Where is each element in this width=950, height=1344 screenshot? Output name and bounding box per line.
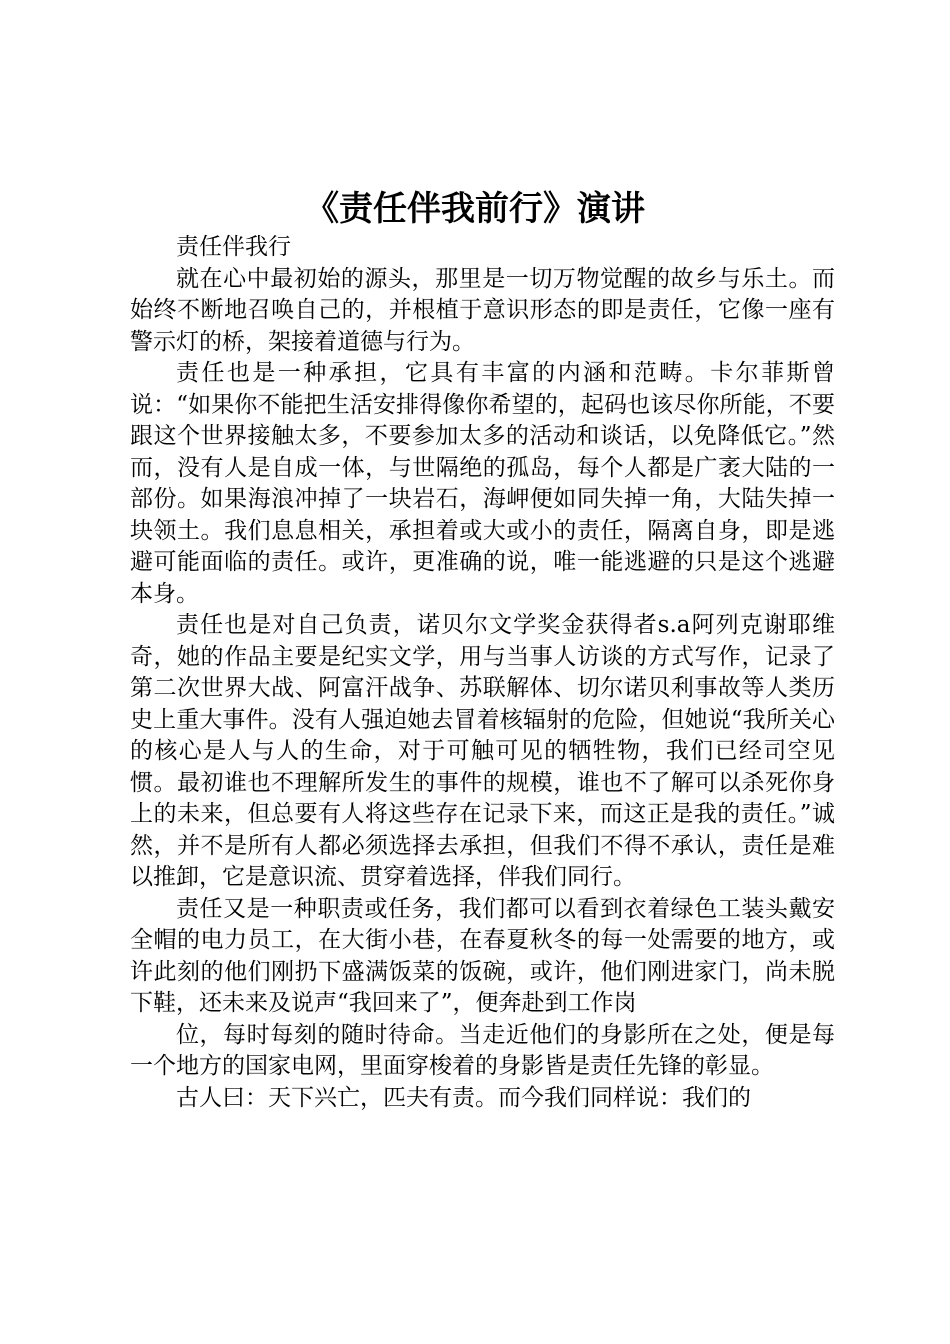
document-title: 《责任伴我前行》演讲 (305, 189, 645, 229)
paragraph-3: 责任也是对自己负责，诺贝尔文学奖金获得者s.a阿列克谢耶维奇，她的作品主要是纪实文学，用与当事人访谈的方式写作，记录了第二次世界大战、阿富汗战争、苏联解体、切尔诺贝利事故等人类历史上重大事件。没有人强迫她去冒着核辐射的危险，但她说“我所关心的核心是人与人的生命，对于可触可见的牺牲物，我们已经司空见惯。最初谁也不理解所发生的事件的规模，谁也不了解可以杀死你身上的未来，但总要有人将这些存在记录下来，而这正是我的责任。”诚然，并不是所有人都必须选择去承担，但我们不得不承认，责任是难以推卸，它是意识流、贯穿着选择，伴我们同行。 (130, 612, 835, 890)
paragraph-6: 古人曰：天下兴亡，匹夫有责。而今我们同样说：我们的 (176, 1084, 751, 1111)
paragraph-4: 责任又是一种职责或任务，我们都可以看到衣着绿色工装头戴安全帽的电力员工，在大街小巷，在春夏秋冬的每一处需要的地方，或许此刻的他们刚扔下盛满饭菜的饭碗，或许，他们刚进家门，尚未脱下鞋，还未来及说声“我回来了”，便奔赴到工作岗 (130, 895, 835, 1016)
document-body (130, 232, 835, 1114)
paragraph-1: 就在心中最初始的源头，那里是一切万物觉醒的故乡与乐土。而始终不断地召唤自己的，并根植于意识形态的即是责任，它像一座有警示灯的桥，架接着道德与行为。 (130, 265, 835, 355)
paragraph-subtitle: 责任伴我行 (176, 234, 291, 260)
paragraph-5: 位，每时每刻的随时待命。当走近他们的身影所在之处，便是每一个地方的国家电网，里面穿梭着的身影皆是责任先锋的彰显。 (130, 1021, 835, 1079)
paragraph-2: 责任也是一种承担，它具有丰富的内涵和范畴。卡尔菲斯曾说：“如果你不能把生活安排得像你希望的，起码也该尽你所能，不要跟这个世界接触太多，不要参加太多的活动和谈话，以免降低它。”然而，没有人是自成一体，与世隔绝的孤岛，每个人都是广袤大陆的一部份。如果海浪冲掉了一块岩石，海岬便如同失掉一角，大陆失掉一块领土。我们息息相关，承担着或大或小的责任，隔离自身，即是逃避可能面临的责任。或许，更准确的说，唯一能逃避的只是这个逃避本身。 (130, 360, 835, 607)
